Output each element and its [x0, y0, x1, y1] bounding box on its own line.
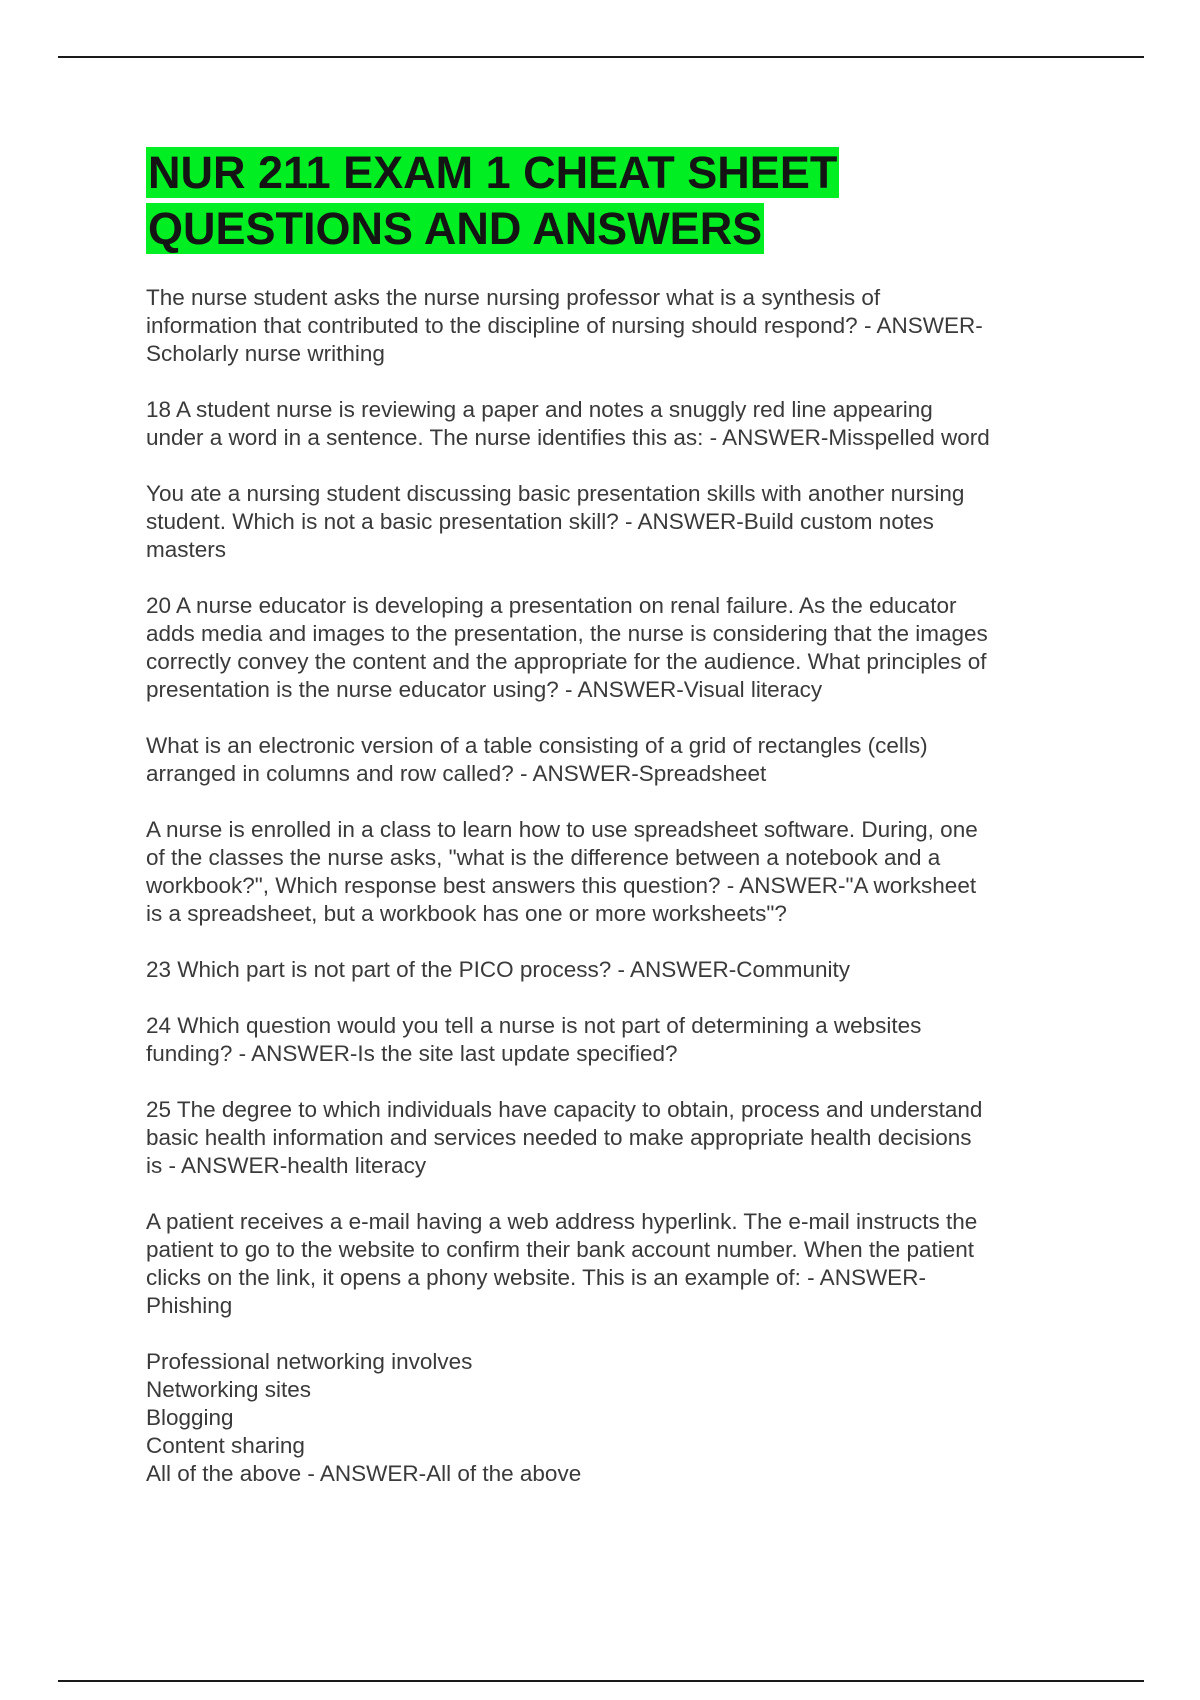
qa-item: A nurse is enrolled in a class to learn how to use spreadsheet software. During, one of the classes the nurse asks, "what is the difference between a notebook and a workbook?", Which response best answers this question? - ANSWER-"A worksheet is a spreadsheet, but a workbook has one or more worksheets"?: [146, 817, 978, 926]
title-line-2: QUESTIONS AND ANSWERS: [148, 203, 763, 254]
document-title: [146, 145, 1066, 257]
qa-item: Professional networking involves Networking sites Blogging Content sharing All of the above - ANSWER-All of the above: [146, 1349, 582, 1486]
qa-item: 25 The degree to which individuals have capacity to obtain, process and understand basic health information and services needed to make appropriate health decisions is - ANSWER-health literacy: [146, 1097, 983, 1178]
title-line-1: NUR 211 EXAM 1 CHEAT SHEET: [148, 147, 838, 198]
qa-item: 24 Which question would you tell a nurse is not part of determining a websites funding? - ANSWER-Is the site last update specified?: [146, 1013, 922, 1066]
qa-item: What is an electronic version of a table consisting of a grid of rectangles (cells) arranged in columns and row called? - ANSWER-Spreadsheet: [146, 733, 928, 786]
qa-item: 18 A student nurse is reviewing a paper and notes a snuggly red line appearing under a word in a sentence. The nurse identifies this as: - ANSWER-Misspelled word: [146, 397, 990, 450]
qa-item: A patient receives a e-mail having a web address hyperlink. The e-mail instructs the patient to go to the website to confirm their bank account number. When the patient clicks on the link, it opens a phony website. This is an example of: - ANSWER- Phishing: [146, 1209, 978, 1318]
document-body: [146, 145, 1066, 1516]
qa-item: 20 A nurse educator is developing a presentation on renal failure. As the educator adds media and images to the presentation, the nurse is considering that the images correctly convey the content and the appropriate for the audience. What principles of presentation is the nurse educator using? - ANSWER-Visual literacy: [146, 593, 988, 702]
qa-item: The nurse student asks the nurse nursing professor what is a synthesis of information that contributed to the discipline of nursing should respond? - ANSWER- Scholarly nurse writhing: [146, 285, 983, 366]
qa-item: 23 Which part is not part of the PICO process? - ANSWER-Community: [146, 957, 850, 982]
header-rule: [58, 56, 1144, 58]
footer-rule: [58, 1680, 1144, 1682]
qa-item: You ate a nursing student discussing basic presentation skills with another nursing student. Which is not a basic presentation skill? - ANSWER-Build custom notes masters: [146, 481, 965, 562]
